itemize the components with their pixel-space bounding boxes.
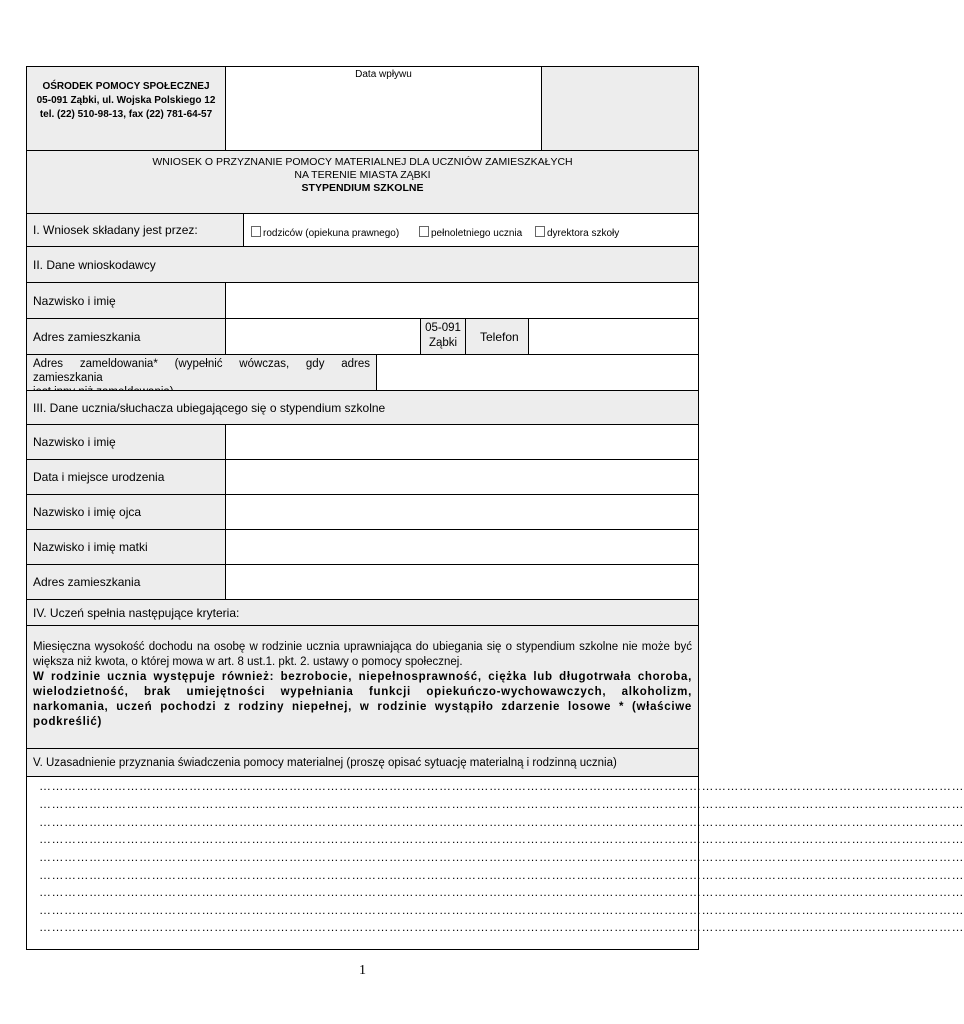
checkbox[interactable]: [251, 226, 261, 237]
date-received-cell[interactable]: [225, 67, 541, 150]
dotted-line[interactable]: ……………………………………………………………………………………………………………………………………………………………………………………………………: [39, 832, 964, 846]
birth-row: [27, 460, 698, 495]
page-number: 1: [359, 963, 366, 978]
option-adult-student[interactable]: [419, 226, 522, 239]
postal-city: Ząbki: [428, 337, 458, 349]
registered-address-row: [27, 355, 698, 391]
applicant-name-field[interactable]: [225, 283, 698, 318]
father-name-field[interactable]: [225, 495, 698, 529]
section-4-heading: IV. Uczeń spełnia następujące kryteria:: [27, 600, 698, 626]
father-name-row: [27, 495, 698, 530]
student-address-field[interactable]: [225, 565, 698, 599]
option-label: dyrektora szkoły: [547, 228, 620, 239]
student-address-row: [27, 565, 698, 600]
justification-area[interactable]: [27, 777, 964, 949]
criteria-block: [27, 626, 698, 749]
title-line-1: WNIOSEK O PRZYZNANIE POMOCY MATERIALNEJ DLA UCZNIÓW ZAMIESZKAŁYCH: [152, 156, 573, 168]
registered-label-line-1: Adres zameldowania* (wypełnić wówczas, gdy adres zamieszkania: [33, 358, 370, 384]
applicant-name-label: Nazwisko i imię: [27, 283, 225, 318]
office-phone: tel. (22) 510-98-13, fax (22) 781-64-57: [39, 109, 213, 120]
dotted-line[interactable]: ……………………………………………………………………………………………………………………………………………………………………………………………………: [39, 815, 964, 829]
option-school-director[interactable]: [535, 226, 619, 239]
option-parents[interactable]: [251, 226, 399, 239]
applicant-address-field[interactable]: [225, 319, 420, 354]
section-1-label: I. Wniosek składany jest przez:: [27, 214, 243, 246]
section-5-heading: V. Uzasadnienie przyznania świadczenia pomocy materialnej (proszę opisać sytuację materialną i rodzinną ucznia): [27, 749, 698, 777]
dotted-line[interactable]: ……………………………………………………………………………………………………………………………………………………………………………………………………: [39, 868, 964, 882]
submitter-options: [243, 214, 698, 246]
title-line-2: NA TERENIE MIASTA ZĄBKI: [294, 169, 431, 181]
criteria-income: Miesięczna wysokość dochodu na osobę w rodzinie ucznia uprawniająca do ubiegania się o stypendium szkolne nie może być większa niż kwota, o której mowa w art. 8 ust.1. pkt. 2. ustawy o pomocy społecznej.: [33, 641, 692, 668]
birth-label: Data i miejsce urodzenia: [27, 460, 225, 494]
date-received-label: Data wpływu: [355, 69, 412, 80]
checkbox[interactable]: [419, 226, 429, 237]
father-name-label: Nazwisko i imię ojca: [27, 495, 225, 529]
form-title: [27, 151, 698, 214]
dotted-line[interactable]: ……………………………………………………………………………………………………………………………………………………………………………………………………: [39, 920, 964, 934]
mother-name-row: [27, 530, 698, 565]
student-address-label: Adres zamieszkania: [27, 565, 225, 599]
header-row: [27, 67, 698, 151]
applicant-address-row: [27, 319, 698, 355]
option-label: pełnoletniego ucznia: [431, 228, 523, 239]
registered-address-label: [27, 355, 376, 390]
applicant-address-label: Adres zamieszkania: [27, 319, 225, 354]
office-address: 05-091 Ząbki, ul. Wojska Polskiego 12: [36, 95, 216, 106]
office-info: [27, 67, 225, 150]
phone-field[interactable]: [528, 319, 698, 354]
section-3-heading: III. Dane ucznia/słuchacza ubiegającego się o stypendium szkolne: [27, 391, 698, 425]
applicant-name-row: [27, 283, 698, 319]
mother-name-label: Nazwisko i imię matki: [27, 530, 225, 564]
option-label: rodziców (opiekuna prawnego): [263, 228, 400, 239]
dotted-line[interactable]: ……………………………………………………………………………………………………………………………………………………………………………………………………: [39, 903, 964, 917]
student-name-field[interactable]: [225, 425, 698, 459]
dotted-line[interactable]: ……………………………………………………………………………………………………………………………………………………………………………………………………: [39, 779, 964, 793]
checkbox[interactable]: [535, 226, 545, 237]
application-form: [26, 66, 964, 950]
header-right-box: [541, 67, 698, 150]
student-name-row: [27, 425, 698, 460]
dotted-line[interactable]: ……………………………………………………………………………………………………………………………………………………………………………………………………: [39, 850, 964, 864]
section-1-row: [27, 214, 698, 247]
office-name: OŚRODEK POMOCY SPOŁECZNEJ: [42, 81, 210, 92]
title-line-3: STYPENDIUM SZKOLNE: [301, 182, 424, 194]
dotted-line[interactable]: ……………………………………………………………………………………………………………………………………………………………………………………………………: [39, 885, 964, 899]
section-2-heading: II. Dane wnioskodawcy: [27, 247, 698, 283]
registered-address-field[interactable]: [376, 355, 698, 390]
phone-label: Telefon: [465, 319, 528, 354]
student-name-label: Nazwisko i imię: [27, 425, 225, 459]
postal-code-cell: [420, 319, 465, 354]
criteria-family: W rodzinie ucznia występuje również: bezrobocie, niepełnosprawność, ciężka lub długotrwała choroba, wielodzietność, brak umiejętności wypełniania funkcji opiekuńczo-wychowawczych, alkoholizm, narkomania, uczeń pochodzi z rodziny niepełnej, w rodzinie wystąpiło zdarzenie losowe * (właściwe podkreślić): [33, 671, 692, 728]
birth-field[interactable]: [225, 460, 698, 494]
criteria-text: [27, 626, 698, 730]
dotted-line[interactable]: ……………………………………………………………………………………………………………………………………………………………………………………………………: [39, 797, 964, 811]
postal-code: 05-091: [425, 322, 461, 334]
mother-name-field[interactable]: [225, 530, 698, 564]
